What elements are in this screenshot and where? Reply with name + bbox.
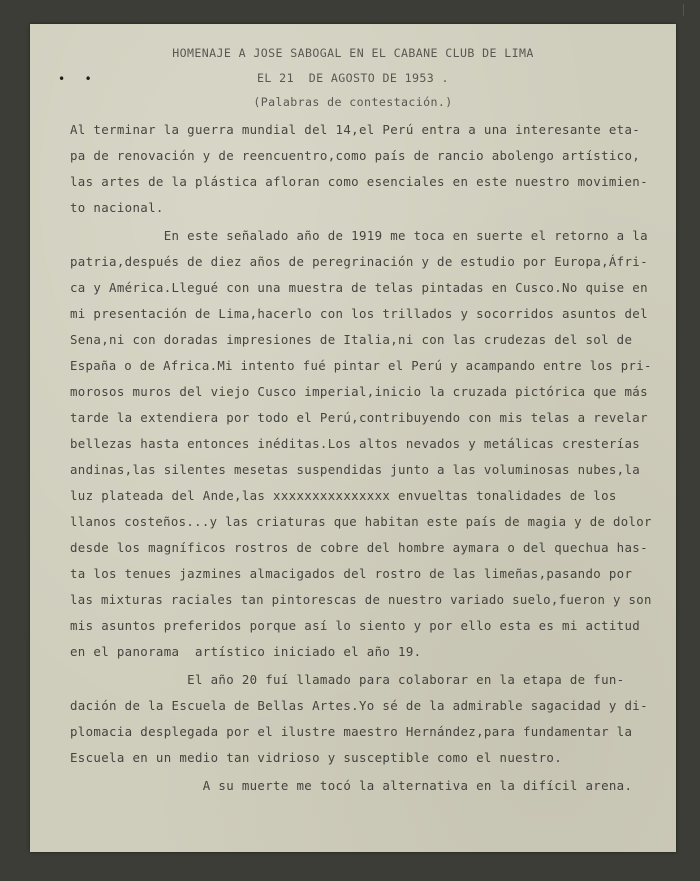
text-line: las mixturas raciales tan pintorescas de nuestro variado suelo,fueron y son: [70, 592, 652, 607]
text-line: España o de Africa.Mi intento fué pintar el Perú y acampando entre los pri-: [70, 358, 652, 373]
text-line: dación de la Escuela de Bellas Artes.Yo sé de la admirable sagacidad y di-: [70, 698, 648, 713]
document-date: EL 21 DE AGOSTO DE 1953 .: [257, 71, 449, 85]
text-line: andinas,las silentes mesetas suspendidas junto a las voluminosas nubes,la: [70, 462, 641, 477]
text-line: las artes de la plástica afloran como esenciales en este nuestro movimien-: [70, 174, 648, 189]
text-line: ca y América.Llegué con una muestra de telas pintadas en Cusco.No quise en: [70, 280, 648, 295]
text-line: llanos costeños...y las criaturas que habitan este país de magia y de dolor: [70, 514, 652, 529]
text-line: to nacional.: [70, 200, 164, 215]
text-line: morosos muros del viejo Cusco imperial,inicio la cruzada pictórica que más: [70, 384, 648, 399]
text-line: ta los tenues jazmines almacigados del rostro de las limeñas,pasando por: [70, 566, 633, 581]
document-title: HOMENAJE A JOSE SABOGAL EN EL CABANE CLUB DE LIMA: [172, 46, 534, 60]
text-line: desde los magníficos rostros de cobre del hombre aymara o del quechua has-: [70, 540, 648, 555]
text-line: bellezas hasta entonces inéditas.Los altos nevados y metálicas cresterías: [70, 436, 641, 451]
text-line: Sena,ni con doradas impresiones de Italia,ni con las crudezas del sol de: [70, 332, 633, 347]
text-line: pa de renovación y de reencuentro,como país de rancio abolengo artístico,: [70, 148, 641, 163]
text-line: El año 20 fuí llamado para colaborar en la etapa de fun-: [70, 672, 625, 687]
typewritten-sheet: [30, 24, 676, 852]
text-line: tarde la extendiera por todo el Perú,contribuyendo con mis telas a revelar: [70, 410, 648, 425]
text-line: plomacia desplegada por el ilustre maestro Hernández,para fundamentar la: [70, 724, 633, 739]
document-subtitle: (Palabras de contestación.): [253, 95, 453, 109]
edge-mark: [683, 4, 684, 16]
text-line: En este señalado año de 1919 me toca en suerte el retorno a la: [70, 228, 648, 243]
text-line: mi presentación de Lima,hacerlo con los trillados y socorridos asuntos del: [70, 306, 648, 321]
text-line: luz plateada del Ande,las xxxxxxxxxxxxxxx envueltas tonalidades de los: [70, 488, 617, 503]
text-line: en el panorama artístico iniciado el año 19.: [70, 644, 422, 659]
margin-marks: • •: [58, 72, 98, 86]
text-line: A su muerte me tocó la alternativa en la difícil arena.: [70, 778, 633, 793]
text-line: mis asuntos preferidos porque así lo siento y por ello esta es mi actitud: [70, 618, 641, 633]
text-line: Al terminar la guerra mundial del 14,el Perú entra a una interesante eta-: [70, 122, 641, 137]
text-line: Escuela en un medio tan vidrioso y susceptible como el nuestro.: [70, 750, 563, 765]
text-line: patria,después de diez años de peregrinación y de estudio por Europa,Áfri-: [70, 254, 648, 269]
